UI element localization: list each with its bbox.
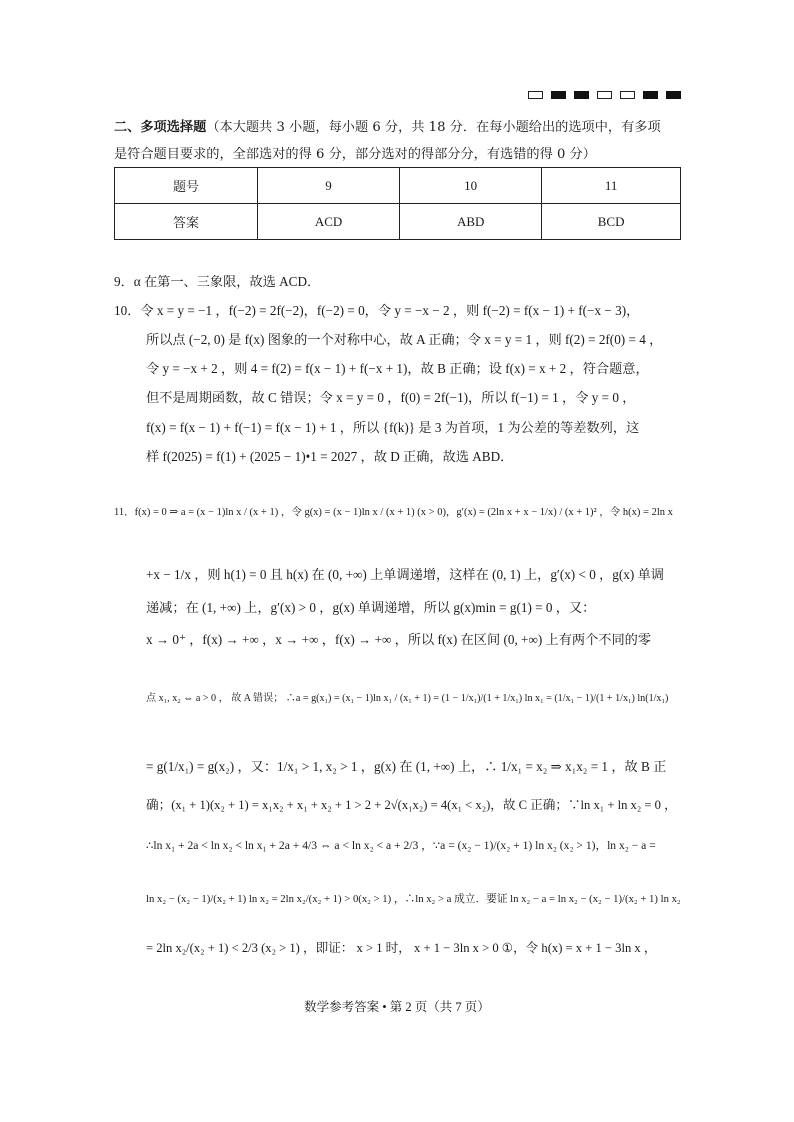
answer-11-line-3: 递减；在 (1, +∞) 上，g′(x) > 0 ，g(x) 单调递增，所以 g(x)min = g(1) = 0 ，又： bbox=[146, 600, 596, 615]
marker-square-filled bbox=[643, 91, 658, 99]
table-cell: BCD bbox=[542, 204, 681, 240]
marker-square-open bbox=[620, 91, 635, 99]
table-cell: 11 bbox=[542, 168, 681, 204]
page-marker-squares bbox=[528, 91, 681, 99]
table-row bbox=[115, 204, 681, 240]
page-footer: 数学参考答案 • 第 2 页（共 7 页） bbox=[304, 1000, 490, 1014]
table-cell: 10 bbox=[400, 168, 542, 204]
answer-10-line-3: 令 y = −x + 2 ，则 4 = f(2) = f(x − 1) + f(−x + 1)，故 B 正确；设 f(x) = x + 2 ，符合题意， bbox=[146, 361, 649, 376]
answer-10-line-4: 但不是周期函数，故 C 错误；令 x = y = 0 ，f(0) = 2f(−1)，所以 f(−1) = 1 ，令 y = 0 ， bbox=[146, 390, 636, 405]
answer-9: 9．α 在第一、三象限，故选 ACD． bbox=[114, 274, 321, 289]
table-header-row bbox=[115, 168, 681, 204]
answer-11-line-4: x → 0⁺ ，f(x) → +∞ ，x → +∞ ，f(x) → +∞ ，所以 f(x) 在区间 (0, +∞) 上有两个不同的零 bbox=[146, 632, 652, 647]
table-cell: 题号 bbox=[115, 168, 258, 204]
marker-square-open bbox=[528, 91, 543, 99]
answer-11-line-5: 点 x₁, x₂ ⇔ a > 0 ， 故 A 错误； ∴a = g(x₁) = (x₁ − 1)ln x₁ / (x₁ + 1) = (1 − 1/x₁)/(1 + 1/x₁) ln x₁ = (1/x₁ − 1)/(1 + 1/x₁) ln(1/x₁) bbox=[146, 693, 669, 704]
table-cell: 9 bbox=[258, 168, 400, 204]
marker-square-open bbox=[597, 91, 612, 99]
marker-square-filled bbox=[551, 91, 566, 99]
answer-10-line-1: 10．令 x = y = −1 ，f(−2) = 2f(−2)，f(−2) = 0，令 y = −x − 2 ，则 f(−2) = f(x − 1) + f(−x − 3)， bbox=[114, 303, 640, 318]
marker-square-filled bbox=[574, 91, 589, 99]
marker-square-filled bbox=[666, 91, 681, 99]
section-header bbox=[114, 114, 684, 168]
answer-11-line-2: +x − 1/x ，则 h(1) = 0 且 h(x) 在 (0, +∞) 上单调递增，这样在 (0, 1) 上，g′(x) < 0 ，g(x) 单调 bbox=[146, 567, 664, 582]
answer-11-line-6: = g(1/x₁) = g(x₂) ，又：1/x₁ > 1, x₂ > 1 ，g(x) 在 (1, +∞) 上，∴ 1/x₁ = x₂ ⇒ x₁x₂ = 1 ，故 B 正 bbox=[146, 759, 667, 774]
answer-table bbox=[114, 167, 681, 240]
answer-10-line-2: 所以点 (−2, 0) 是 f(x) 图象的一个对称中心，故 A 正确；令 x = y = 1 ，则 f(2) = 2f(0) = 4 ， bbox=[146, 332, 663, 347]
section-intro-1: （本大题共 3 小题，每小题 6 分，共 18 分．在每小题给出的选项中，有多项 bbox=[206, 120, 661, 135]
answer-10-line-6: 样 f(2025) = f(1) + (2025 − 1)•1 = 2027 ，故 D 正确，故选 ABD． bbox=[146, 449, 514, 464]
table-cell: ABD bbox=[400, 204, 542, 240]
section-intro-2: 是符合题目要求的，全部选对的得 6 分，部分选对的得部分分，有选错的得 0 分） bbox=[114, 147, 596, 162]
answer-10-line-5: f(x) = f(x − 1) + f(−1) = f(x − 1) + 1 ，所以 {f(k)} 是 3 为首项，1 为公差的等差数列，这 bbox=[146, 420, 640, 435]
table-cell: ACD bbox=[258, 204, 400, 240]
answer-11-line-10: = 2ln x₂/(x₂ + 1) < 2/3 (x₂ > 1) ，即证： x > 1 时， x + 1 − 3ln x > 0 ①，令 h(x) = x + 1 − 3ln x ， bbox=[146, 941, 657, 955]
table-cell: 答案 bbox=[115, 204, 258, 240]
section-title: 二、多项选择题 bbox=[114, 120, 207, 135]
answer-11-line-9: ln x₂ − (x₂ − 1)/(x₂ + 1) ln x₂ = 2ln x₂/(x₂ + 1) > 0(x₂ > 1) ，∴ln x₂ > a 成立．要证 ln x₂ − a = ln x₂ − (x₂ − 1)/(x₂ + 1) ln x₂ bbox=[146, 893, 681, 905]
answer-11-line-7: 确；(x₁ + 1)(x₂ + 1) = x₁x₂ + x₁ + x₂ + 1 > 2 + 2√(x₁x₂) = 4(x₁ < x₂)，故 C 正确；∵ln x₁ + ln x₂ = 0 ， bbox=[146, 798, 677, 812]
answer-11-line-1: 11．f(x) = 0 ⇒ a = (x − 1)ln x / (x + 1) ，令 g(x) = (x − 1)ln x / (x + 1) (x > 0)，g′(x) = (2ln x + x − 1/x) / (x + 1)² ，令 h(x) = 2ln x bbox=[114, 507, 673, 518]
answer-11-line-8: ∴ln x₁ + 2a < ln x₂ < ln x₁ + 2a + 4/3 ⇔ a < ln x₂ < a + 2/3 ，∵a = (x₂ − 1)/(x₂ + 1) ln x₂ (x₂ > 1)，ln x₂ − a = bbox=[146, 839, 656, 852]
